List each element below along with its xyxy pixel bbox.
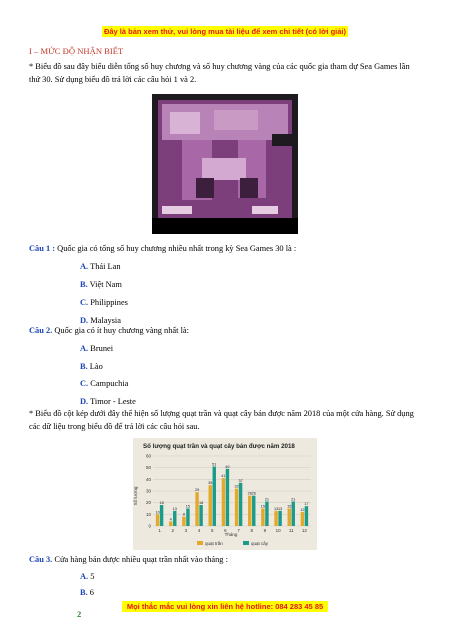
y-tick-label: 50 bbox=[145, 465, 151, 471]
bar-value-label: 35 bbox=[208, 481, 213, 486]
x-tick-label: 6 bbox=[224, 528, 227, 533]
x-tick-label: 5 bbox=[210, 528, 214, 533]
x-tick-label: 9 bbox=[263, 528, 267, 533]
bar-value-label: 13 bbox=[273, 506, 279, 511]
bar-value-label: 32 bbox=[234, 484, 239, 489]
x-tick-label: 3 bbox=[184, 528, 188, 533]
bar-quat-tran-month-3 bbox=[182, 517, 185, 526]
bar-value-label: 4 bbox=[169, 517, 172, 522]
bar-quat-cay-month-7 bbox=[239, 483, 242, 526]
bar-quat-cay-month-11 bbox=[292, 502, 295, 527]
bar-value-label: 15 bbox=[185, 504, 191, 509]
preview-banner: Đây là bản xem thử, vui lòng mua tài liệu để xem chi tiết (có lời giải) bbox=[103, 27, 347, 36]
legend-swatch-quat-cay bbox=[243, 541, 249, 545]
bar-quat-cay-month-8 bbox=[252, 496, 255, 526]
bar-value-label: 26 bbox=[251, 491, 256, 496]
bar-value-label: 41 bbox=[221, 474, 226, 479]
x-tick-label: 4 bbox=[197, 528, 201, 533]
y-tick-label: 40 bbox=[145, 476, 151, 482]
q1-option-c: C. Philippines bbox=[80, 298, 128, 307]
q1-option-a: A. Thái Lan bbox=[80, 262, 121, 271]
bar-value-label: 18 bbox=[159, 501, 164, 505]
question-3: Câu 3. Cửa hàng bán được nhiều quạt trần nhất vào tháng : bbox=[29, 555, 228, 564]
q3-option-a: A. 5 bbox=[80, 572, 95, 581]
chart-xlabel: Tháng bbox=[224, 532, 238, 537]
q2-option-c: C. Campuchia bbox=[80, 379, 129, 388]
x-tick-label: 7 bbox=[237, 528, 240, 533]
legend-label-quat-cay: quạt cây bbox=[251, 541, 269, 546]
y-tick-label: 60 bbox=[145, 453, 151, 459]
legend-label-quat-tran: quạt trần bbox=[205, 541, 223, 546]
x-tick-label: 8 bbox=[250, 528, 254, 533]
x-tick-label: 11 bbox=[288, 528, 294, 533]
bar-value-label: 37 bbox=[238, 478, 243, 483]
q1-option-d: D. Malaysia bbox=[80, 316, 121, 325]
question-2: Câu 2. Quốc gia có ít huy chương vàng nhất là: bbox=[29, 326, 189, 335]
x-tick-label: 10 bbox=[275, 528, 281, 533]
section-title: I – MỨC ĐỘ NHẬN BIẾT bbox=[29, 46, 124, 56]
bar-value-label: 15 bbox=[260, 504, 266, 509]
x-tick-label: 1 bbox=[158, 528, 161, 533]
question-1: Câu 1 : Quốc gia có tổng số huy chương nhiều nhất trong kỳ Sea Games 30 là : bbox=[29, 244, 297, 253]
bar-value-label: 18 bbox=[198, 501, 204, 505]
bar-quat-cay-month-10 bbox=[278, 511, 281, 526]
bar-quat-cay-month-9 bbox=[265, 502, 268, 527]
y-tick-label: 10 bbox=[145, 511, 151, 517]
bar-quat-cay-month-4 bbox=[199, 505, 202, 526]
chart-ylabel: Số lượng bbox=[133, 486, 138, 506]
page-number: 2 bbox=[77, 609, 82, 619]
bar-quat-cay-month-1 bbox=[160, 505, 163, 526]
bar-quat-tran-month-12 bbox=[301, 512, 304, 526]
x-tick-label: 2 bbox=[171, 528, 175, 533]
q3-option-b: B. 6 bbox=[80, 588, 94, 597]
y-tick-label: 30 bbox=[145, 488, 151, 494]
bar-quat-tran-month-10 bbox=[274, 511, 277, 526]
bar-value-label: 15 bbox=[287, 504, 292, 509]
q2-option-b: B. Lào bbox=[80, 362, 103, 371]
bar-value-label: 49 bbox=[225, 464, 230, 469]
bar-value-label: 29 bbox=[194, 488, 200, 493]
bar-quat-tran-month-8 bbox=[248, 496, 251, 526]
bar-value-label: 12 bbox=[300, 508, 305, 512]
bar-value-label: 26 bbox=[247, 491, 252, 496]
bar-value-label: 13 bbox=[172, 506, 177, 511]
bar-quat-tran-month-5 bbox=[209, 485, 212, 526]
bar-value-label: 17 bbox=[304, 502, 309, 507]
bar-value-label: 21 bbox=[291, 497, 296, 502]
fan-sales-chart bbox=[133, 438, 317, 550]
chart-title: Số lượng quạt trần và quạt cây bán được năm 2018 bbox=[143, 443, 295, 450]
bar-quat-tran-month-2 bbox=[169, 521, 172, 526]
bar-value-label: 13 bbox=[277, 506, 283, 511]
bar-quat-cay-month-12 bbox=[305, 506, 308, 526]
bar-quat-tran-month-11 bbox=[288, 509, 291, 527]
bar-quat-tran-month-7 bbox=[235, 489, 238, 526]
bar-quat-cay-month-5 bbox=[213, 467, 216, 527]
y-tick-label: 0 bbox=[148, 523, 151, 529]
intro-paragraph-2: * Biểu đồ cột kép dưới đây thể hiện số lượng quạt trần và quạt cây bán được năm 2018 của một cửa hàng. Sử dụng các dữ liệu trong biểu đồ để trả lời các câu hỏi sau. bbox=[29, 409, 414, 431]
q1-option-b: B. Việt Nam bbox=[80, 280, 122, 289]
medal-chart-image bbox=[152, 94, 298, 234]
bar-quat-cay-month-2 bbox=[173, 511, 176, 526]
q2-option-d: D. Timor - Leste bbox=[80, 397, 136, 406]
legend-swatch-quat-tran bbox=[197, 541, 203, 545]
q2-option-a: A. Brunei bbox=[80, 344, 114, 353]
bar-value-label: 21 bbox=[264, 497, 270, 502]
intro-paragraph-1: * Biểu đồ sau đây biểu diễn tổng số huy chương và số huy chương vàng của các quốc gia tham dự Sea Games lần thứ 30. Sử dụng biểu đồ trả lời các câu hỏi 1 và 2. bbox=[29, 62, 410, 84]
bar-value-label: 51 bbox=[212, 462, 217, 467]
bar-quat-cay-month-3 bbox=[186, 509, 189, 527]
y-tick-label: 20 bbox=[145, 500, 151, 506]
bar-quat-tran-month-4 bbox=[195, 492, 198, 526]
x-tick-label: 12 bbox=[301, 528, 307, 533]
hotline-banner: Mọi thắc mắc vui lòng xin liên hệ hotline: 084 283 45 85 bbox=[122, 601, 328, 612]
bar-quat-cay-month-6 bbox=[226, 469, 229, 526]
bar-value-label: 8 bbox=[182, 512, 185, 517]
bar-value-label: 10 bbox=[155, 510, 160, 515]
bar-quat-tran-month-1 bbox=[156, 514, 159, 526]
bar-quat-tran-month-6 bbox=[222, 478, 225, 526]
bar-quat-tran-month-9 bbox=[261, 509, 264, 527]
